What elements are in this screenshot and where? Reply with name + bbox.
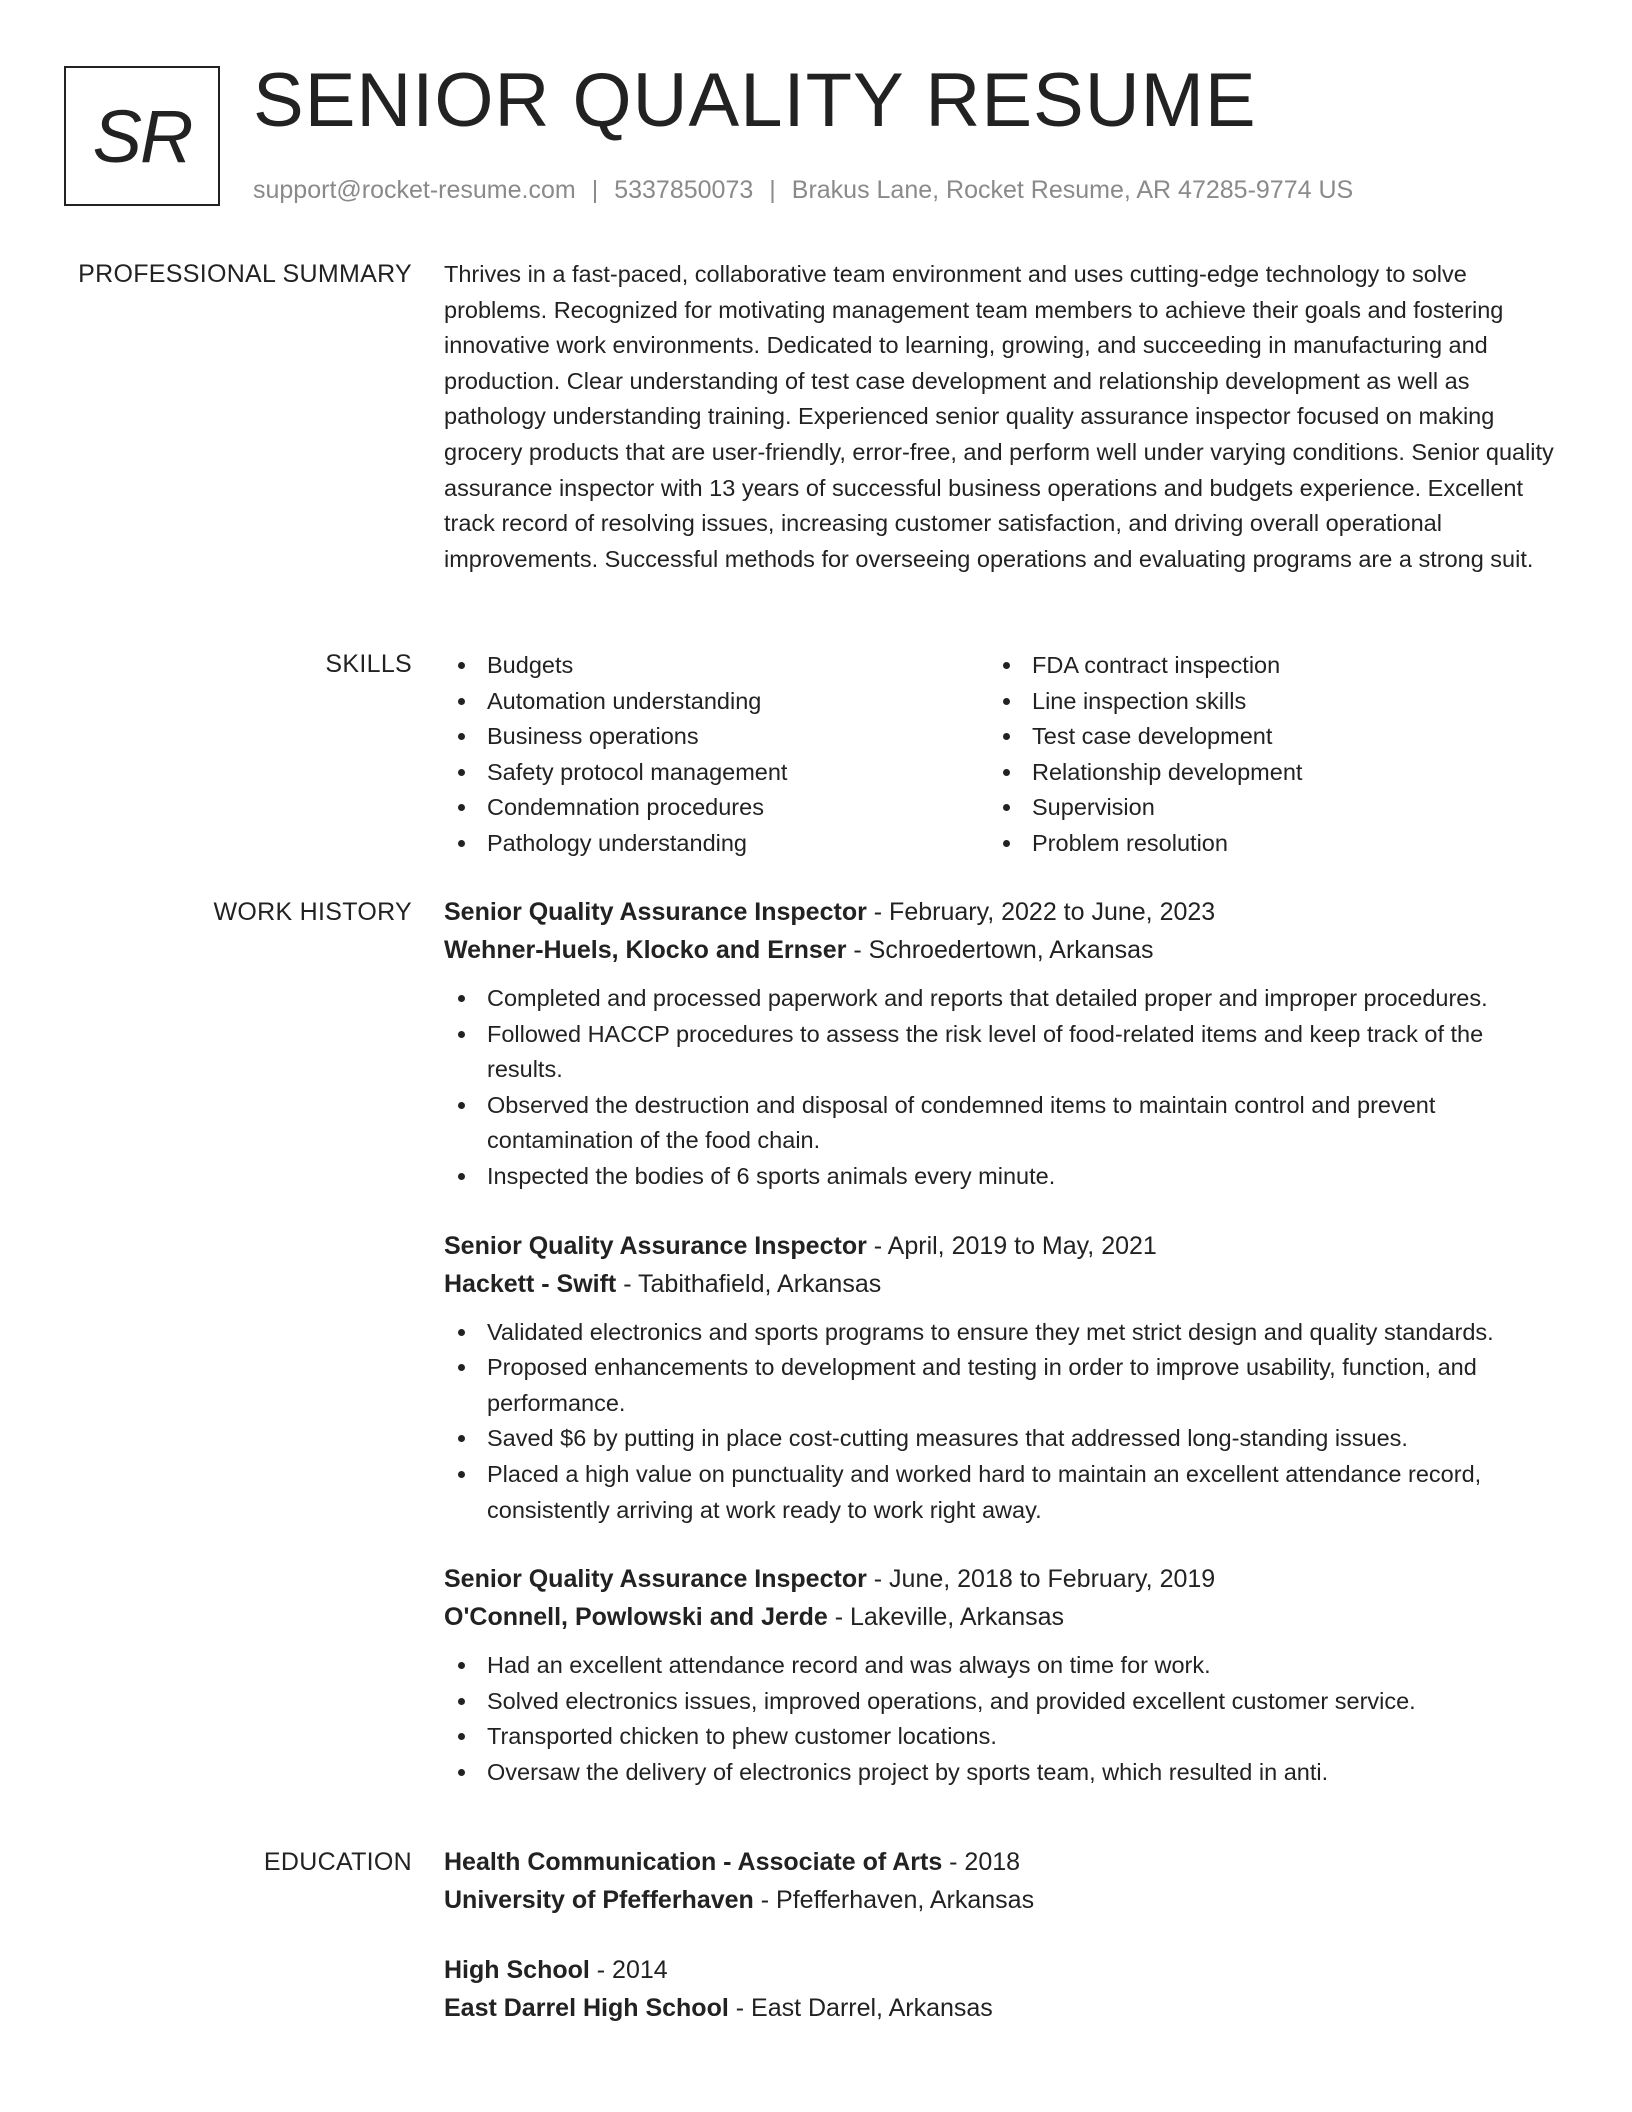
job-bullet: Saved $6 by putting in place cost-cutting measures that addressed long-standing issues. <box>444 1421 1564 1457</box>
contact-email[interactable]: support@rocket-resume.com <box>253 176 576 204</box>
job-location: - Schroedertown, Arkansas <box>846 936 1154 964</box>
skill-item: Line inspection skills <box>989 684 1534 720</box>
job-company: Wehner-Huels, Klocko and Ernser <box>444 936 847 964</box>
skills-section <box>444 648 1564 862</box>
job-title: Senior Quality Assurance Inspector <box>444 1565 867 1594</box>
skill-item: Safety protocol management <box>444 755 989 791</box>
skills-column-right <box>989 648 1534 862</box>
job-dates: - February, 2022 to June, 2023 <box>866 898 1216 926</box>
skill-item: Supervision <box>989 790 1534 826</box>
job-bullets <box>444 1315 1564 1529</box>
job-title-line <box>444 1560 1564 1598</box>
job-company-line <box>444 1265 1564 1303</box>
job-location: - Lakeville, Arkansas <box>827 1603 1065 1632</box>
contact-address: Brakus Lane, Rocket Resume, AR 47285-9774 US <box>791 176 1354 204</box>
education-location: - East Darrel, Arkansas <box>728 1994 993 2022</box>
job-bullets <box>444 1648 1564 1790</box>
skill-item: Business operations <box>444 719 989 755</box>
education-heading: EDUCATION <box>263 1848 412 1876</box>
job-entry <box>444 893 1564 1195</box>
skill-item: Condemnation procedures <box>444 790 989 826</box>
job-company-line <box>444 1598 1564 1636</box>
education-entry <box>444 1951 1564 2027</box>
summary-heading: PROFESSIONAL SUMMARY <box>78 260 412 288</box>
job-title-line <box>444 1227 1564 1265</box>
monogram-box <box>64 66 220 206</box>
resume-title: SENIOR QUALITY RESUME <box>253 58 1257 143</box>
education-school: East Darrel High School <box>444 1994 729 2022</box>
contact-phone[interactable]: 5337850073 <box>614 176 754 204</box>
skill-item: Automation understanding <box>444 684 989 720</box>
job-bullets <box>444 981 1564 1195</box>
job-bullet: Validated electronics and sports programs to ensure they met strict design and quality standards. <box>444 1315 1564 1351</box>
work-history-section <box>444 893 1564 1823</box>
job-bullet: Observed the destruction and disposal of condemned items to maintain control and prevent contamination of the food chain. <box>444 1088 1564 1159</box>
job-bullet: Solved electronics issues, improved operations, and provided excellent customer service. <box>444 1684 1564 1720</box>
education-degree: High School <box>444 1956 590 1984</box>
job-entry <box>444 1560 1564 1790</box>
monogram-initials: SR <box>92 94 192 178</box>
job-location: - Tabithafield, Arkansas <box>616 1269 882 1298</box>
skills-heading: SKILLS <box>325 650 412 678</box>
education-school-line <box>444 1989 1564 2027</box>
education-school-line <box>444 1881 1564 1919</box>
job-bullet: Inspected the bodies of 6 sports animals every minute. <box>444 1159 1564 1195</box>
skills-grid <box>444 648 1564 862</box>
job-dates: - June, 2018 to February, 2019 <box>866 1565 1216 1594</box>
work-history-heading: WORK HISTORY <box>213 898 412 926</box>
job-company-line <box>444 931 1564 969</box>
skills-column-left <box>444 648 989 862</box>
job-company: O'Connell, Powlowski and Jerde <box>444 1603 828 1632</box>
job-bullet: Proposed enhancements to development and testing in order to improve usability, function, and performance. <box>444 1350 1564 1421</box>
education-degree-line <box>444 1951 1564 1989</box>
contact-line <box>253 174 1353 206</box>
job-bullet: Transported chicken to phew customer locations. <box>444 1719 1564 1755</box>
skill-item: Relationship development <box>989 755 1534 791</box>
job-bullet: Placed a high value on punctuality and worked hard to maintain an excellent attendance record, consistently arriving at work ready to work right away. <box>444 1457 1564 1528</box>
job-dates: - April, 2019 to May, 2021 <box>866 1231 1157 1260</box>
education-year: - 2014 <box>589 1956 668 1984</box>
education-degree: Health Communication - Associate of Arts <box>444 1848 943 1876</box>
skill-item: Problem resolution <box>989 826 1534 862</box>
job-title-line <box>444 893 1564 931</box>
skill-item: FDA contract inspection <box>989 648 1534 684</box>
contact-separator: | <box>591 176 599 204</box>
education-location: - Pfefferhaven, Arkansas <box>753 1886 1035 1914</box>
education-school: University of Pfefferhaven <box>444 1886 754 1914</box>
job-bullet: Completed and processed paperwork and reports that detailed proper and improper procedures. <box>444 981 1564 1017</box>
education-degree-line <box>444 1843 1564 1881</box>
summary-section <box>444 257 1564 577</box>
education-year: - 2018 <box>942 1848 1021 1876</box>
job-bullet: Followed HACCP procedures to assess the risk level of food-related items and keep track of the results. <box>444 1017 1564 1088</box>
education-section <box>444 1843 1564 2059</box>
job-title: Senior Quality Assurance Inspector <box>444 1231 867 1260</box>
job-title: Senior Quality Assurance Inspector <box>444 898 867 926</box>
job-entry <box>444 1227 1564 1529</box>
summary-text: Thrives in a fast-paced, collaborative team environment and uses cutting-edge technology to solve problems. Recognized for motivating management team members to achieve their goals and fostering innovative work environments. Dedicated to learning, growing, and succeeding in manufacturing and production. Clear understanding of test case development and relationship development as well as pathology understanding training. Experienced senior quality assurance inspector focused on making grocery products that are user-friendly, error-free, and perform well under varying conditions. Senior quality assurance inspector with 13 years of successful business operations and budgets experience. Excellent track record of resolving issues, increasing customer satisfaction, and driving overall operational improvements. Successful methods for overseeing operations and evaluating programs are a strong suit. <box>444 261 1554 572</box>
education-entry <box>444 1843 1564 1919</box>
skill-item: Budgets <box>444 648 989 684</box>
job-bullet: Oversaw the delivery of electronics project by sports team, which resulted in anti. <box>444 1755 1564 1791</box>
skill-item: Pathology understanding <box>444 826 989 862</box>
job-bullet: Had an excellent attendance record and was always on time for work. <box>444 1648 1564 1684</box>
skill-item: Test case development <box>989 719 1534 755</box>
contact-separator: | <box>769 176 776 204</box>
job-company: Hackett - Swift <box>444 1269 617 1298</box>
